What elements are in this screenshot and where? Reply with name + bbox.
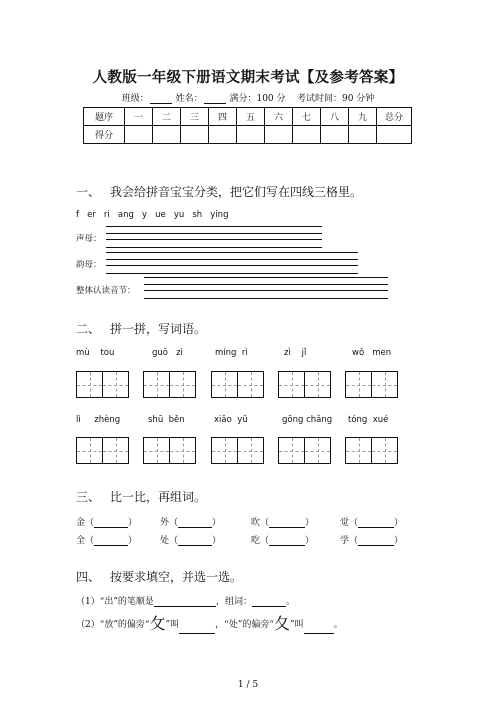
compare-blank[interactable] (269, 517, 305, 528)
tianzi-cell[interactable] (345, 371, 372, 398)
tianzi-cell[interactable] (304, 371, 331, 398)
section4-heading (76, 568, 242, 585)
compare-char: 全 (76, 536, 86, 546)
compare-blank[interactable] (358, 517, 394, 528)
pinyin-7: shū běn (148, 415, 185, 425)
compare-item: 处（ ） (160, 536, 222, 546)
compare-char: 外 (160, 518, 170, 528)
question-2 (76, 611, 343, 634)
section2-title: 拼一拼，写词语。 (110, 322, 207, 336)
pinyin-9: gōng chǎng (282, 415, 333, 425)
q2-blank-2[interactable] (304, 623, 334, 634)
score-cell[interactable] (377, 126, 412, 144)
tianzi-cell[interactable] (76, 437, 103, 464)
section4-title: 按要求填空，并选一选。 (110, 570, 243, 584)
pinyin-1: mù tou (76, 348, 115, 358)
score-row (84, 126, 412, 144)
section1-num: 一、 (76, 185, 101, 199)
zhengti-label: 整体认读音节： (76, 286, 136, 296)
tianzi-cell[interactable] (371, 437, 398, 464)
question-1 (76, 594, 295, 607)
tianzi-cell[interactable] (76, 371, 103, 398)
score-header: 题序 (84, 108, 125, 126)
section1-heading (76, 183, 362, 200)
q2-blank-1[interactable] (179, 623, 215, 634)
score-header: 八 (321, 108, 349, 126)
section3-num: 三、 (76, 490, 101, 504)
q1-text-c: 。 (285, 597, 295, 607)
score-header: 总分 (377, 108, 412, 126)
compare-char: 处 (160, 536, 170, 546)
score-cell[interactable] (181, 126, 209, 144)
yunmu-lines[interactable] (106, 252, 358, 274)
score-cell[interactable] (209, 126, 237, 144)
score-cell[interactable] (349, 126, 377, 144)
section3-title: 比一比，再组词。 (110, 490, 207, 504)
pinyin-3: míng rì (215, 348, 248, 358)
q1-word-blank[interactable] (252, 596, 286, 607)
score-header: 一 (125, 108, 153, 126)
exam-info (0, 91, 496, 104)
score-header-row (84, 108, 412, 126)
compare-blank[interactable] (94, 517, 128, 528)
tianzi-cell[interactable] (371, 371, 398, 398)
compare-blank[interactable] (178, 535, 212, 546)
tianzi-cell[interactable] (143, 437, 170, 464)
compare-blank[interactable] (358, 535, 394, 546)
q1-text-a: （1）“出”的笔顺是 (76, 597, 154, 607)
exam-time: 考试时间：90 分钟 (296, 94, 375, 104)
tianzi-cell[interactable] (304, 437, 331, 464)
tianzi-cell[interactable] (102, 371, 129, 398)
score-table (83, 107, 412, 144)
pinyin-6: lì zhèng (76, 415, 121, 425)
name-label: 姓名： (175, 94, 203, 104)
yunmu-label: 韵母： (76, 260, 102, 270)
score-cell[interactable] (153, 126, 181, 144)
score-header: 二 (153, 108, 181, 126)
pinyin-2: guǒ zi (152, 348, 183, 358)
compare-item: 觉（ ） (340, 518, 404, 528)
pinyin-10: tóng xué (348, 415, 389, 425)
compare-item: 外（ ） (160, 518, 222, 528)
pinyin-4: zì jǐ (284, 348, 307, 358)
compare-item: 吹（ ） (251, 518, 315, 528)
section1-title: 我会给拼音宝宝分类，把它们写在四线三格里。 (110, 185, 363, 199)
section2-heading (76, 320, 206, 337)
full-score: 满分：100 分 (229, 94, 286, 104)
class-label: 班级： (121, 94, 149, 104)
tianzi-cell[interactable] (278, 437, 305, 464)
tianzi-cell[interactable] (211, 371, 238, 398)
tianzi-cell[interactable] (143, 371, 170, 398)
shengmu-label: 声母： (76, 234, 102, 244)
section2-num: 二、 (76, 322, 101, 336)
score-cell[interactable] (125, 126, 153, 144)
score-cell[interactable] (293, 126, 321, 144)
q2-text-e: 。 (333, 620, 343, 630)
q1-stroke-blank[interactable] (154, 596, 216, 607)
tianzi-cell[interactable] (237, 371, 264, 398)
compare-char: 金 (76, 518, 86, 528)
compare-item: 金（ ） (76, 518, 138, 528)
compare-item: 全（ ） (76, 536, 138, 546)
tianzi-cell[interactable] (237, 437, 264, 464)
section1-letters: f er ri ang y ue yu sh ying (76, 210, 229, 220)
section3-heading (76, 488, 206, 505)
pinyin-8: xiǎo yǔ (214, 415, 248, 425)
compare-item: 吃（ ） (251, 536, 315, 546)
score-header: 四 (209, 108, 237, 126)
score-header: 六 (265, 108, 293, 126)
section4-num: 四、 (76, 570, 101, 584)
q2-text-b: ”叫 (165, 620, 180, 630)
tianzi-cell[interactable] (169, 437, 196, 464)
compare-char: 觉 (340, 518, 350, 528)
page-title: 人教版一年级下册语文期末考试【及参考答案】 (92, 70, 404, 86)
compare-item: 学（ ） (340, 536, 404, 546)
class-blank[interactable] (150, 94, 172, 104)
score-cell[interactable] (237, 126, 265, 144)
score-header: 五 (237, 108, 265, 126)
q2-text-d: ”叫 (289, 620, 304, 630)
q1-text-b: ，组词： (215, 597, 252, 607)
compare-char: 吃 (251, 536, 261, 546)
tianzi-cell[interactable] (102, 437, 129, 464)
q2-text-c: ，“处”的偏旁“ (215, 620, 274, 630)
tianzi-cell[interactable] (211, 437, 238, 464)
compare-blank[interactable] (178, 517, 212, 528)
tianzi-cell[interactable] (169, 371, 196, 398)
zhengti-lines[interactable] (144, 277, 388, 299)
score-row-label: 得分 (84, 126, 125, 144)
pinyin-5: wǒ men (352, 348, 392, 358)
score-header: 九 (349, 108, 377, 126)
compare-char: 吹 (251, 518, 261, 528)
compare-blank[interactable] (269, 535, 305, 546)
name-blank[interactable] (204, 94, 226, 104)
compare-blank[interactable] (94, 535, 128, 546)
q2-text-a: （2）“放”的偏旁“ (76, 620, 150, 630)
tianzi-cell[interactable] (278, 371, 305, 398)
score-header: 七 (293, 108, 321, 126)
score-cell[interactable] (265, 126, 293, 144)
shengmu-lines[interactable] (106, 226, 322, 248)
compare-char: 学 (340, 536, 350, 546)
score-cell[interactable] (321, 126, 349, 144)
q2-radical-1: 攵 (149, 614, 166, 633)
score-header: 三 (181, 108, 209, 126)
page-number: 1 / 5 (237, 680, 259, 690)
tianzi-cell[interactable] (345, 437, 372, 464)
q2-radical-2: 夂 (273, 614, 290, 633)
